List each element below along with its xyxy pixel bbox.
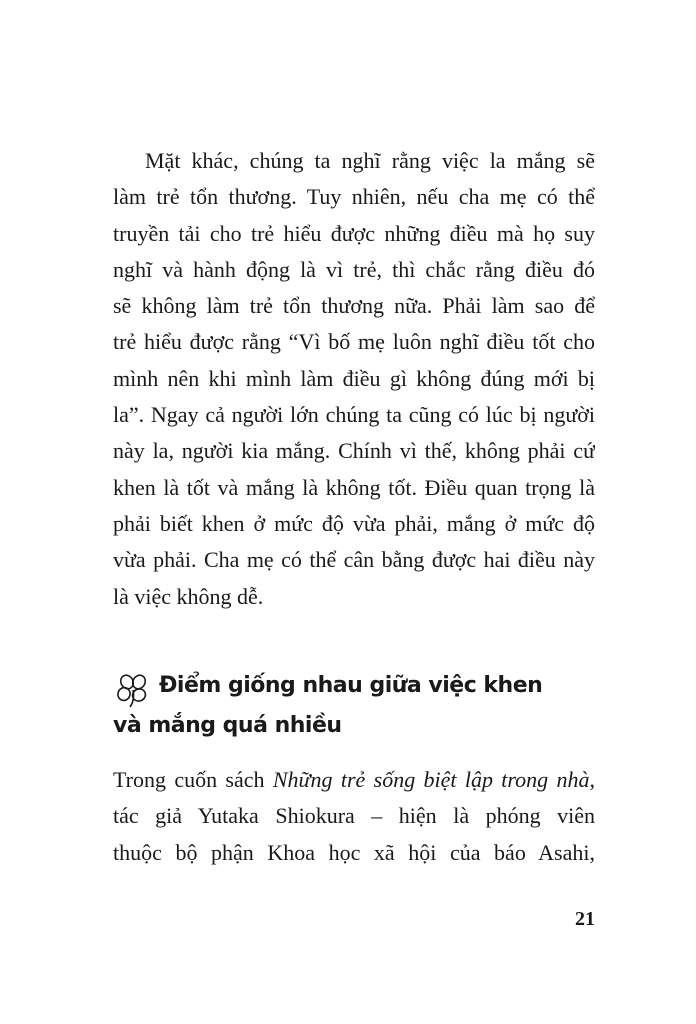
clover-icon <box>113 670 153 710</box>
paragraph-line: nghĩ và hành động là vì trẻ, thì chắc rằng điều đó <box>113 256 595 282</box>
paragraph-line: mình nên khi mình làm điều gì không đúng mới bị <box>113 365 595 391</box>
paragraph-line: vừa phải. Cha mẹ có thể cân bằng được hai điều này <box>113 547 595 573</box>
heading-line-2: và mắng quá nhiều <box>113 713 342 738</box>
paragraph-line: thuộc bộ phận Khoa học xã hội của báo Asahi, <box>113 839 595 865</box>
paragraph-line: sẽ không làm trẻ tổn thương nữa. Phải làm sao để <box>113 293 595 319</box>
paragraph-1 <box>113 143 595 615</box>
paragraph-2 <box>113 762 595 871</box>
paragraph-line: la”. Ngay cả người lớn chúng ta cũng có lúc bị người <box>113 402 595 428</box>
paragraph-line: truyền tải cho trẻ hiểu được những điều mà họ suy <box>113 220 595 246</box>
paragraph-line: là việc không dễ. <box>113 583 264 609</box>
paragraph-line: tác giả Yutaka Shiokura – hiện là phóng viên <box>113 803 595 829</box>
book-title: Những trẻ sống biệt lập trong nhà <box>272 767 590 792</box>
paragraph-line: phải biết khen ở mức độ vừa phải, mắng ở mức độ <box>113 510 595 536</box>
page-number: 21 <box>575 908 595 930</box>
heading-line-1: Điểm giống nhau giữa việc khen <box>159 673 543 698</box>
paragraph-line: này la, người kia mắng. Chính vì thế, không phải cứ <box>113 438 595 464</box>
paragraph-line: Mặt khác, chúng ta nghĩ rằng việc la mắng sẽ <box>145 148 595 173</box>
paragraph-line: khen là tốt và mắng là không tốt. Điều quan trọng là <box>113 474 595 500</box>
paragraph-line: trẻ hiểu được rằng “Vì bố mẹ luôn nghĩ điều tốt cho <box>113 329 595 355</box>
paragraph-line: làm trẻ tổn thương. Tuy nhiên, nếu cha mẹ có thể <box>113 184 595 210</box>
paragraph-line: Trong cuốn sách Những trẻ sống biệt lập trong nhà, <box>113 767 595 792</box>
section-heading <box>113 666 613 746</box>
